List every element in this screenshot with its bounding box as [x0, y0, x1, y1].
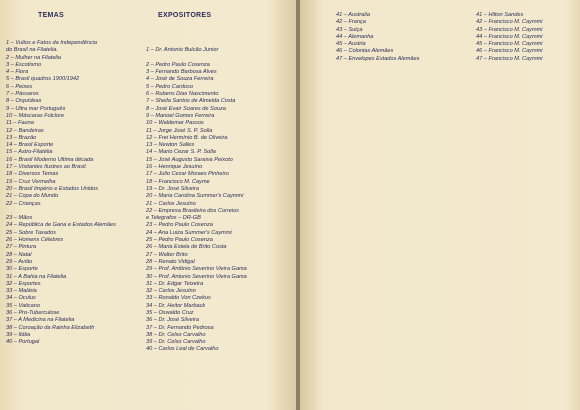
expositor-item: 23 – Pedro Paulo Cosenza	[146, 222, 213, 229]
tema-item: 36 – Pro-Tuberculose	[6, 309, 60, 316]
expositor-item: 22 – Empresa Brasileira dos Correios	[146, 207, 239, 214]
tema-item: 21 – Copa do Mundo	[6, 193, 59, 200]
expositor-item: 32 – Carlos Jesuíno	[146, 288, 196, 295]
tema-item: 13 – Brazão	[6, 134, 37, 141]
tema-item: 41 – Australia	[336, 12, 370, 18]
tema-item: 11 – Fauna	[6, 120, 34, 127]
list-spacer	[146, 40, 294, 47]
expositor-item: 7 – Sheila Santos de Almeida Costa	[146, 98, 236, 105]
tema-item: 15 – Astro-Filatélia	[6, 149, 53, 156]
expositor-item: 18 – Francisco M. Cayme	[146, 178, 210, 185]
tema-item: 10 – Máscaras Folclore	[6, 112, 65, 119]
expositor-item: e Telegrafos – DR-GB	[146, 215, 201, 222]
tema-item: 6 – Peixes	[6, 83, 33, 90]
tema-item: 32 – Esportes	[6, 280, 41, 287]
expositor-item: 27 – Walter Brito	[146, 251, 188, 258]
tema-item: 33 – Malária	[6, 288, 37, 295]
tema-item: 3 – Escotismo	[6, 61, 42, 68]
tema-item: 18 – Diversos Temas	[6, 171, 59, 178]
tema-item: 29 – Avião	[6, 258, 33, 265]
tema-item: 30 – Esporte	[6, 266, 38, 273]
tema-item: 1 – Vultos e Fatos da Independência	[6, 40, 98, 46]
right-temas-list	[336, 12, 476, 63]
expositor-item: 42 – Francisco M. Caymmi	[476, 19, 543, 26]
expositor-item: 41 – Hilton Sandes	[476, 12, 524, 18]
tema-item: 27 – Pintura	[6, 244, 37, 251]
tema-item: 47 – Envelopes Estados Alemães	[336, 55, 420, 62]
tema-item: 43 – Suiça	[336, 26, 363, 33]
tema-item: 37 – A Medicina na Filatelia	[6, 317, 75, 324]
tema-item: 34 – Óculus	[6, 295, 36, 302]
tema-item: 4 – Flora	[6, 69, 29, 76]
tema-item: do Brasil na Filatelia.	[6, 47, 58, 54]
tema-item: 26 – Homens Célebres	[6, 237, 64, 244]
tema-item: 17 – Visitantes Ilustres ao Brasil.	[6, 164, 88, 171]
tema-item: 2 – Mulher na Filatelia	[6, 54, 62, 61]
expositor-item: 33 – Ronaldo Von Czekus	[146, 295, 211, 302]
expositor-item: 40 – Carlos Leal de Carvalho	[146, 346, 219, 353]
tema-item: 42 – França	[336, 19, 366, 26]
expositor-item: 20 – Maria Carolina Summer's Caymmi	[146, 193, 244, 200]
expositor-item: 30 – Prof. Antonio Severino Vieira Gama	[146, 273, 247, 280]
tema-item: 39 – Itália	[6, 331, 31, 338]
tema-item: 40 – Portugal	[6, 339, 40, 346]
expositor-item: 44 – Francisco M. Caymmi	[476, 33, 543, 40]
expositor-item: 8 – José Evair Soares de Souza	[146, 105, 226, 112]
list-spacer	[146, 55, 294, 62]
temas-heading: TEMAS	[38, 12, 64, 19]
expositores-heading: EXPOSITORES	[158, 12, 212, 19]
expositor-item: 39 – Dr. Celso Carvalho	[146, 339, 206, 346]
expositor-item: 26 – Maria Estela de Brito Costa	[146, 244, 227, 251]
tema-item: 44 – Alemanha	[336, 33, 374, 40]
expositor-item: 12 – Frei Hermínio B. de Oliveira	[146, 134, 228, 141]
expositor-item: 9 – Manoel Gomes Ferreira	[146, 112, 215, 119]
tema-item: 14 – Brasil Esporte	[6, 142, 54, 149]
tema-item: 8 – Orquídeas	[6, 98, 42, 105]
expositor-item: 43 – Francisco M. Caymmi	[476, 26, 543, 33]
tema-item: 23 – Mãos	[6, 215, 33, 222]
expositor-item: 45 – Francisco M. Caymmi	[476, 41, 543, 48]
tema-item: 46 – Colonias Alemães	[336, 48, 394, 55]
expositor-item: 47 – Francisco M. Caymmi	[476, 55, 543, 62]
tema-item: 22 – Crianças	[6, 200, 41, 207]
expositor-item: 21 – Carlos Jesuíno	[146, 200, 196, 207]
tema-item: 25 – Sobre Taxados	[6, 229, 56, 236]
expositor-item: 11 – Jorge José S. P. Solla	[146, 127, 213, 134]
expositor-item: 46 – Francisco M. Caymmi	[476, 48, 543, 55]
expositor-item: 16 – Henrique Jesuíno	[146, 164, 203, 171]
tema-item: 31 – A Bahia na Filatelia	[6, 273, 67, 280]
tema-item: 28 – Natal	[6, 251, 32, 258]
expositor-item: 29 – Prof. Antônio Severino Vieira Gama	[146, 266, 247, 273]
expositor-item: 6 – Rubens Dias Nascimento	[146, 91, 219, 98]
expositor-item: 4 – José de Souza Ferreira	[146, 76, 214, 83]
tema-item: 24 – República de Gana e Estados Alemães	[6, 222, 116, 229]
expositor-item: 35 – Oswaldo Cruz	[146, 309, 194, 316]
tema-item: 7 – Pássaros	[6, 91, 39, 98]
expositor-item: 31 – Dr. Edgar Teixeira	[146, 280, 204, 287]
expositor-item: 15 – José Augusto Saraiva Peixoto	[146, 156, 233, 163]
expositor-item: 1 – Dr. Antonio Bulcão Junior	[146, 47, 219, 54]
tema-item: 12 – Bandeiras	[6, 127, 44, 134]
tema-item: 5 – Brasil quadros 1900/1942	[6, 76, 80, 83]
tema-item: 9 – Ultra mar Português	[6, 105, 66, 112]
expositor-item: 24 – Ana Luiza Summer's Caymmi	[146, 229, 232, 236]
expositor-item: 5 – Pedro Cardoso	[146, 83, 193, 90]
expositor-item: 13 – Newton Salles	[146, 142, 195, 149]
expositores-list	[146, 40, 294, 354]
expositor-item: 34 – Dr. Heitor Marback	[146, 302, 206, 309]
list-spacer	[6, 208, 146, 215]
expositor-item: 25 – Pedro Paulo Cosenza	[146, 237, 213, 244]
expositor-item: 19 – Dr. José Silveira	[146, 185, 199, 192]
expositor-item: 36 – Dr. José Silveira	[146, 317, 199, 324]
tema-item: 38 – Coroação da Rainha Elizabeth	[6, 324, 95, 331]
expositor-item: 2 – Pedro Paulo Cosenza	[146, 61, 210, 68]
expositor-item: 28 – Renato Vidigal	[146, 258, 195, 265]
expositor-item: 3 – Fernando Barbosa Alves	[146, 69, 217, 76]
tema-item: 19 – Cruz Vermelha	[6, 178, 56, 185]
expositor-item: 14 – Mario Cezar S. P. Solla	[146, 149, 216, 156]
tema-item: 45 – Austria	[336, 41, 366, 48]
expositor-item: 37 – Dr. Fernando Pedrosa	[146, 324, 214, 331]
tema-item: 20 – Brasil Império e Estados Unidos	[6, 185, 99, 192]
expositor-item: 10 – Waldemar Passos	[146, 120, 204, 127]
right-expositores-list	[476, 12, 580, 63]
temas-list	[6, 40, 146, 346]
tema-item: 16 – Brasil Moderno Última década	[6, 156, 94, 163]
tema-item: 35 – Vaticano	[6, 302, 41, 309]
expositor-item: 17 – Julio Cezar Moraes Pinheiro	[146, 171, 229, 178]
expositor-item: 38 – Dr. Celso Carvalho	[146, 331, 206, 338]
